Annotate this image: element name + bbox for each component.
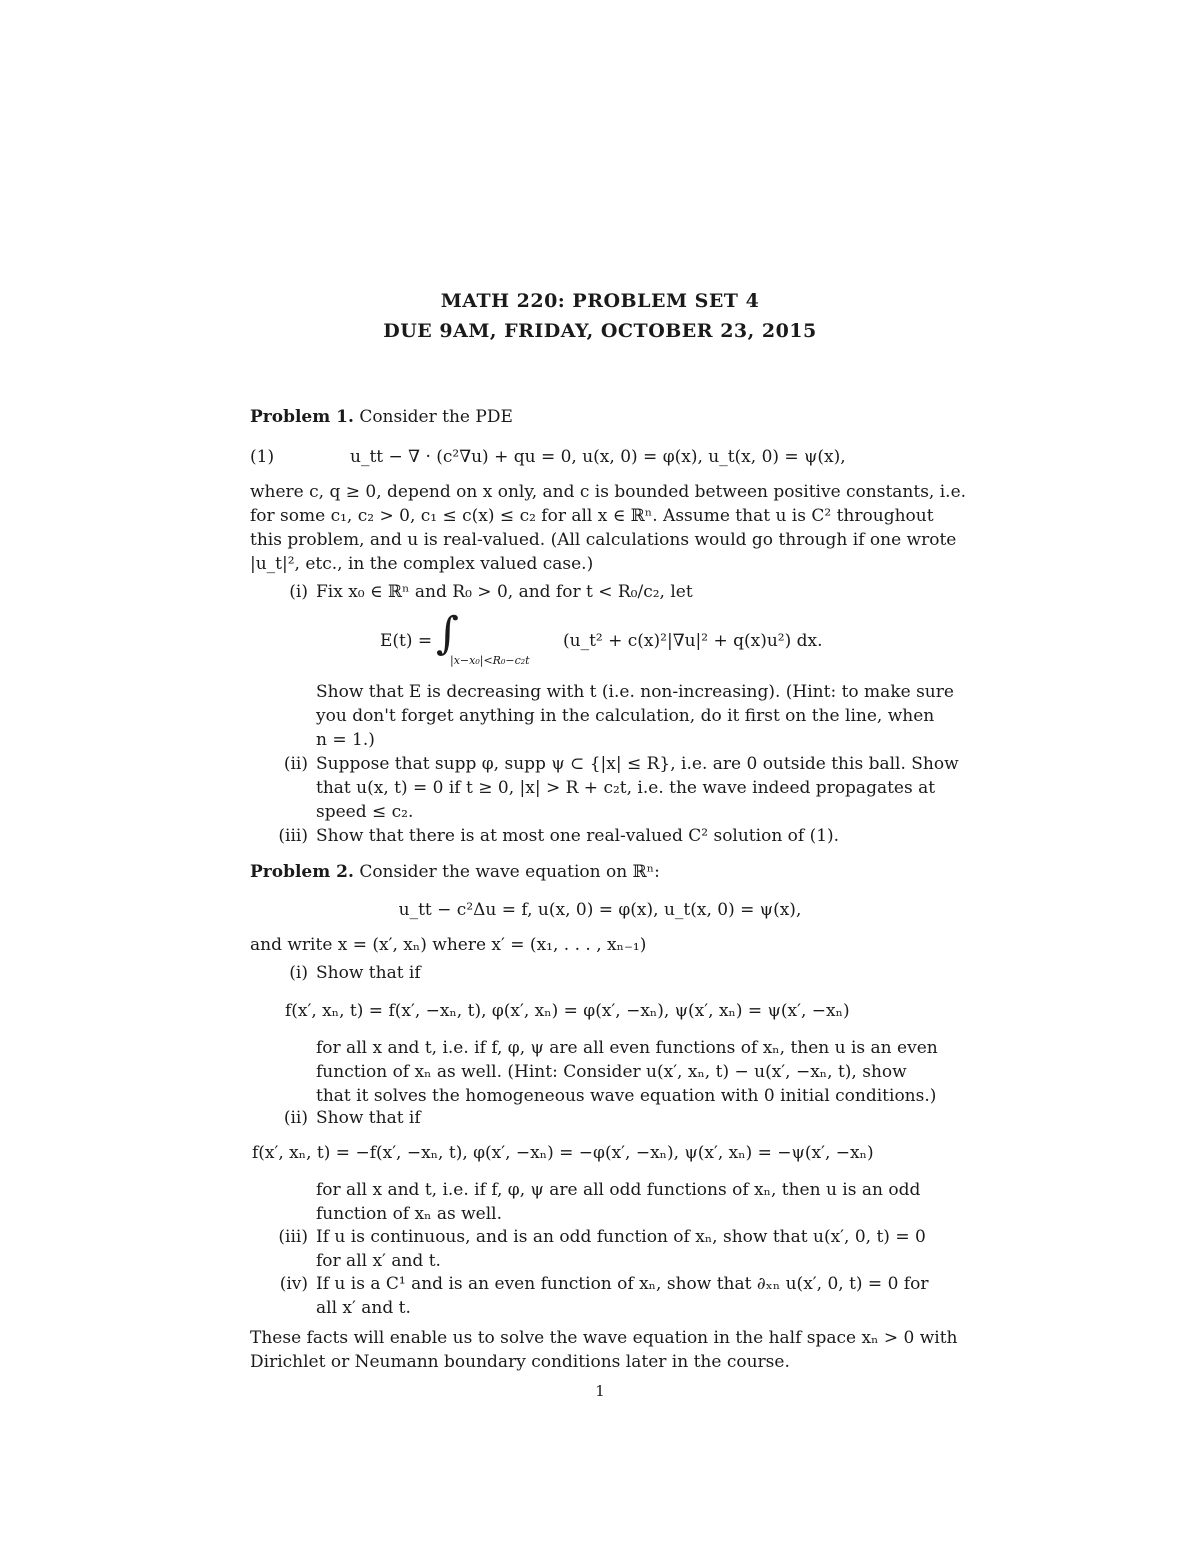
problem2-item-ii-line: function of xₙ as well.	[316, 1204, 502, 1224]
problem2-after-eq: and write x = (x′, xₙ) where x′ = (x₁, . . . , xₙ₋₁)	[250, 935, 647, 955]
closing-line: These facts will enable us to solve the wave equation in the half space xₙ > 0 with	[250, 1328, 958, 1348]
problem2-intro: Consider the wave equation on ℝⁿ:	[359, 862, 660, 882]
problem1-item-i-line: you don't forget anything in the calculation, do it first on the line, when	[316, 706, 935, 726]
item-label: (ii)	[283, 754, 308, 774]
problem1-item-ii-line: that u(x, t) = 0 if t ≥ 0, |x| > R + c₂t, i.e. the wave indeed propagates at	[316, 778, 936, 798]
item-label: (i)	[289, 582, 308, 602]
problem1-item-i-line: n = 1.)	[316, 730, 375, 750]
problem1-para-line: this problem, and u is real-valued. (All calculations would go through if one wrote	[250, 530, 957, 550]
problem1-item-i-text: Fix x₀ ∈ ℝⁿ and R₀ > 0, and for t < R₀/c₂, let	[316, 582, 693, 602]
problem1-equation: u_tt − ∇ · (c²∇u) + qu = 0, u(x, 0) = φ(x), u_t(x, 0) = ψ(x),	[350, 447, 846, 467]
problem1-item-ii-line: Suppose that supp φ, supp ψ ⊂ {|x| ≤ R}, i.e. are 0 outside this ball. Show	[316, 754, 959, 774]
problem1-item-i-line: Show that E is decreasing with t (i.e. non-increasing). (Hint: to make sure	[316, 682, 954, 702]
problem2-item-iii-line: for all x′ and t.	[316, 1251, 441, 1271]
item-label: (i)	[289, 963, 308, 983]
problem1-item-iii-text: Show that there is at most one real-valued C² solution of (1).	[316, 826, 840, 846]
energy-lhs: E(t) =	[380, 631, 433, 651]
closing-line: Dirichlet or Neumann boundary conditions later in the course.	[250, 1352, 790, 1372]
problem1-para-line: where c, q ≥ 0, depend on x only, and c is bounded between positive constants, i.e.	[250, 482, 967, 502]
energy-domain: |x−x₀|<R₀−c₂t	[450, 654, 530, 667]
problem2-heading-line	[250, 861, 660, 883]
item-label: (iii)	[278, 826, 308, 846]
equation-number-1: (1)	[250, 447, 275, 467]
problem1-para-line: for some c₁, c₂ > 0, c₁ ≤ c(x) ≤ c₂ for all x ∈ ℝⁿ. Assume that u is C² throughout	[250, 506, 934, 526]
integral-sign: ∫	[436, 608, 459, 659]
problem2-heading: Problem 2.	[250, 862, 354, 882]
document-title: MATH 220: PROBLEM SET 4	[440, 290, 760, 312]
problem2-item-i-text: Show that if	[316, 963, 421, 983]
problem2-item-i-line: for all x and t, i.e. if f, φ, ψ are all even functions of xₙ, then u is an even	[316, 1038, 938, 1058]
problem1-heading-line	[250, 406, 513, 428]
problem2-item-i-line: that it solves the homogeneous wave equation with 0 initial conditions.)	[316, 1086, 937, 1106]
problem1-para-line: |u_t|², etc., in the complex valued case.)	[250, 554, 594, 574]
problem1-heading: Problem 1.	[250, 407, 354, 427]
item-label: (iii)	[278, 1227, 308, 1247]
item-label: (iv)	[279, 1274, 308, 1294]
problem2-item-ii-equation: f(x′, xₙ, t) = −f(x′, −xₙ, t), φ(x′, −xₙ) = −φ(x′, −xₙ), ψ(x′, xₙ) = −ψ(x′, −xₙ)	[252, 1143, 874, 1163]
problem2-item-ii-line: for all x and t, i.e. if f, φ, ψ are all odd functions of xₙ, then u is an odd	[316, 1180, 921, 1200]
energy-rhs: (u_t² + c(x)²|∇u|² + q(x)u²) dx.	[563, 631, 823, 651]
problem1-item-ii-line: speed ≤ c₂.	[316, 802, 414, 822]
problem2-item-iv-line: all x′ and t.	[316, 1298, 411, 1318]
problem2-item-i-line: function of xₙ as well. (Hint: Consider u(x′, xₙ, t) − u(x′, −xₙ, t), show	[316, 1062, 907, 1082]
problem2-equation: u_tt − c²Δu = f, u(x, 0) = φ(x), u_t(x, 0) = ψ(x),	[398, 900, 802, 920]
problem2-item-iii-line: If u is continuous, and is an odd function of xₙ, show that u(x′, 0, t) = 0	[316, 1227, 926, 1247]
page-number: 1	[595, 1382, 605, 1400]
problem2-item-i-equation: f(x′, xₙ, t) = f(x′, −xₙ, t), φ(x′, xₙ) = φ(x′, −xₙ), ψ(x′, xₙ) = ψ(x′, −xₙ)	[285, 1001, 850, 1021]
problem2-item-iv-line: If u is a C¹ and is an even function of xₙ, show that ∂ₓₙ u(x′, 0, t) = 0 for	[316, 1274, 929, 1294]
problem2-item-ii-text: Show that if	[316, 1108, 421, 1128]
problem1-intro: Consider the PDE	[359, 407, 513, 427]
due-date: DUE 9AM, FRIDAY, OCTOBER 23, 2015	[383, 320, 817, 342]
item-label: (ii)	[283, 1108, 308, 1128]
